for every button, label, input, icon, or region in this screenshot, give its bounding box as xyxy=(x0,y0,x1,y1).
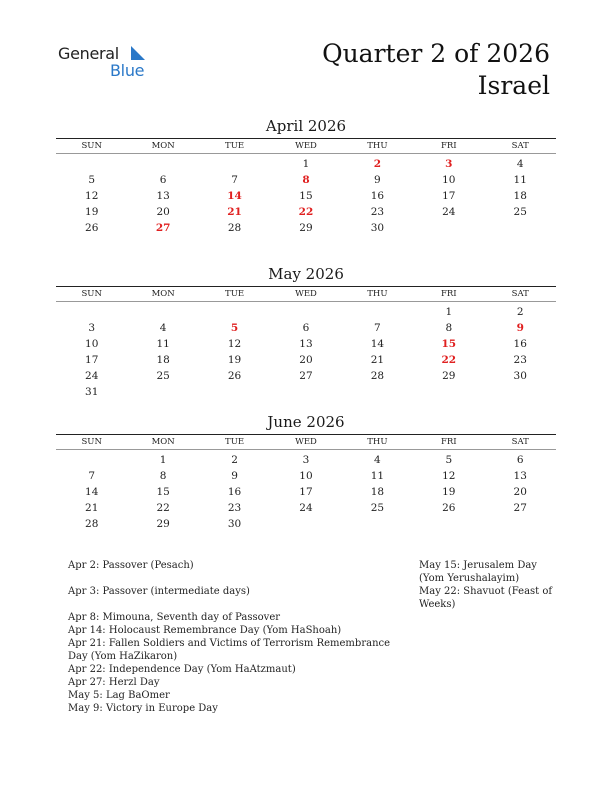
day-cell: 17 xyxy=(85,354,99,366)
day-cell: 28 xyxy=(85,518,99,530)
day-cell: 23 xyxy=(513,354,527,366)
day-cell: 2 xyxy=(231,454,238,466)
weekday-label: FRI xyxy=(440,289,457,299)
holiday-day-cell: 21 xyxy=(227,206,242,218)
weekday-label: MON xyxy=(151,289,175,299)
day-cell: 6 xyxy=(516,454,524,466)
day-grid xyxy=(56,156,556,236)
logo-triangle-icon xyxy=(123,46,145,60)
day-cell: 18 xyxy=(370,486,385,498)
month-title: May 2026 xyxy=(268,265,344,283)
day-cell: 14 xyxy=(370,338,385,350)
weekday-header xyxy=(56,286,556,302)
day-cell: 23 xyxy=(227,502,242,514)
holiday-day-cell: 5 xyxy=(230,322,239,334)
day-cell: 13 xyxy=(156,190,170,202)
weekday-label: SAT xyxy=(511,437,529,447)
month-title: June 2026 xyxy=(267,413,345,431)
logo-blue-text: Blue xyxy=(110,61,145,80)
weekday-label: TUE xyxy=(225,437,245,447)
day-cell: 9 xyxy=(374,174,381,186)
holiday-day-cell: 14 xyxy=(227,190,242,202)
day-cell: 31 xyxy=(85,386,99,398)
weekday-label: TUE xyxy=(225,141,245,151)
holiday-day-cell: 2 xyxy=(373,158,382,170)
holiday-note: May 5: Lag BaOmer xyxy=(68,690,170,701)
day-cell: 28 xyxy=(370,370,385,382)
day-cell: 16 xyxy=(513,338,527,350)
empty-cell xyxy=(342,304,413,320)
holiday-note: May 9: Victory in Europe Day xyxy=(68,703,218,714)
day-cell: 12 xyxy=(85,190,99,202)
empty-cell xyxy=(199,304,270,320)
weekday-label: WED xyxy=(295,289,317,299)
holiday-day-cell: 22 xyxy=(298,206,314,218)
day-cell: 18 xyxy=(513,190,527,202)
day-cell: 11 xyxy=(370,470,385,482)
day-cell: 7 xyxy=(231,174,238,186)
day-cell: 27 xyxy=(299,370,313,382)
day-cell: 11 xyxy=(156,338,170,350)
day-cell: 22 xyxy=(156,502,170,514)
day-cell: 7 xyxy=(88,470,96,482)
calendar-may xyxy=(56,264,556,400)
empty-cell xyxy=(56,156,127,172)
weekday-header xyxy=(56,138,556,154)
day-cell: 10 xyxy=(442,174,456,186)
weekday-label: WED xyxy=(295,437,317,447)
day-cell: 11 xyxy=(513,174,527,186)
day-cell: 1 xyxy=(445,306,453,318)
day-cell: 1 xyxy=(302,158,310,170)
holiday-note: Apr 14: Holocaust Remembrance Day (Yom HaShoah) xyxy=(68,625,342,636)
holiday-note: Apr 3: Passover (intermediate days) xyxy=(68,586,250,597)
day-cell: 26 xyxy=(442,502,456,514)
day-grid xyxy=(56,304,556,400)
day-cell: 25 xyxy=(370,502,385,514)
holiday-day-cell: 3 xyxy=(445,158,453,170)
holiday-day-cell: 9 xyxy=(516,322,524,334)
day-cell: 30 xyxy=(227,518,242,530)
holiday-note: Apr 27: Herzl Day xyxy=(68,677,160,688)
weekday-label: MON xyxy=(151,141,175,151)
empty-cell xyxy=(127,156,198,172)
weekday-label: WED xyxy=(295,141,317,151)
day-cell: 4 xyxy=(159,322,167,334)
day-cell: 8 xyxy=(445,322,453,334)
day-cell: 10 xyxy=(299,470,313,482)
holiday-note: May 22: Shavuot (Feast of Weeks) xyxy=(419,586,553,610)
day-cell: 5 xyxy=(445,454,453,466)
empty-cell xyxy=(127,304,198,320)
holiday-day-cell: 8 xyxy=(302,174,310,186)
day-cell: 29 xyxy=(156,518,170,530)
day-cell: 28 xyxy=(227,222,242,234)
day-cell: 26 xyxy=(227,370,242,382)
day-cell: 4 xyxy=(516,158,524,170)
day-cell: 13 xyxy=(513,470,527,482)
day-cell: 19 xyxy=(85,206,99,218)
holiday-day-cell: 15 xyxy=(441,338,457,350)
calendar-june xyxy=(56,412,556,532)
weekday-label: SAT xyxy=(511,289,529,299)
day-cell: 8 xyxy=(159,470,167,482)
holiday-note: Apr 22: Independence Day (Yom HaAtzmaut) xyxy=(68,664,296,675)
weekday-label: THU xyxy=(367,141,388,151)
day-cell: 19 xyxy=(227,354,242,366)
day-cell: 25 xyxy=(513,206,527,218)
day-cell: 3 xyxy=(302,454,310,466)
weekday-label: THU xyxy=(367,289,388,299)
day-cell: 1 xyxy=(159,454,167,466)
day-cell: 3 xyxy=(88,322,96,334)
day-cell: 16 xyxy=(227,486,242,498)
day-cell: 19 xyxy=(442,486,456,498)
day-cell: 15 xyxy=(299,190,313,202)
holiday-note: Apr 2: Passover (Pesach) xyxy=(68,560,194,571)
day-cell: 26 xyxy=(85,222,99,234)
holiday-note: Apr 21: Fallen Soldiers and Victims of Terrorism Remembrance Day (Yom HaZikaron) xyxy=(68,638,391,662)
day-cell: 14 xyxy=(85,486,99,498)
day-cell: 30 xyxy=(513,370,527,382)
day-cell: 23 xyxy=(370,206,385,218)
day-cell: 4 xyxy=(374,454,381,466)
day-cell: 21 xyxy=(85,502,99,514)
day-cell: 2 xyxy=(516,306,524,318)
holiday-note: May 15: Jerusalem Day (Yom Yerushalayim) xyxy=(419,560,537,584)
day-cell: 17 xyxy=(442,190,456,202)
day-cell: 29 xyxy=(299,222,313,234)
day-cell: 27 xyxy=(513,502,527,514)
title-quarter: Quarter 2 of 2026 xyxy=(322,39,550,68)
day-cell: 12 xyxy=(442,470,456,482)
day-cell: 20 xyxy=(513,486,527,498)
day-cell: 30 xyxy=(370,222,385,234)
day-cell: 29 xyxy=(442,370,456,382)
weekday-label: THU xyxy=(367,437,388,447)
day-cell: 25 xyxy=(156,370,170,382)
title-country: Israel xyxy=(477,71,550,100)
weekday-label: TUE xyxy=(225,289,245,299)
day-cell: 17 xyxy=(299,486,313,498)
day-cell: 24 xyxy=(299,502,313,514)
day-cell: 6 xyxy=(159,174,167,186)
day-cell: 10 xyxy=(85,338,99,350)
holiday-notes-left xyxy=(68,559,398,715)
weekday-label: MON xyxy=(151,437,175,447)
weekday-label: FRI xyxy=(440,437,457,447)
empty-cell xyxy=(270,304,341,320)
note-spacer xyxy=(68,572,398,585)
holiday-day-cell: 22 xyxy=(441,354,457,366)
day-cell: 5 xyxy=(88,174,96,186)
empty-cell xyxy=(56,452,127,468)
day-cell: 6 xyxy=(302,322,310,334)
day-cell: 24 xyxy=(85,370,99,382)
day-cell: 16 xyxy=(370,190,385,202)
day-cell: 20 xyxy=(299,354,313,366)
day-cell: 9 xyxy=(231,470,238,482)
day-cell: 13 xyxy=(299,338,313,350)
holiday-note: Apr 8: Mimouna, Seventh day of Passover xyxy=(68,612,281,623)
day-cell: 18 xyxy=(156,354,170,366)
weekday-label: FRI xyxy=(440,141,457,151)
day-cell: 24 xyxy=(442,206,456,218)
weekday-header xyxy=(56,434,556,450)
day-cell: 15 xyxy=(156,486,170,498)
logo-general-text: General xyxy=(58,44,119,63)
day-grid xyxy=(56,452,556,532)
calendar-april xyxy=(56,116,556,236)
note-spacer xyxy=(68,598,398,611)
day-cell: 21 xyxy=(370,354,385,366)
generalblue-logo xyxy=(58,44,158,84)
empty-cell xyxy=(199,156,270,172)
day-cell: 7 xyxy=(374,322,381,334)
page-title xyxy=(322,38,550,102)
holiday-notes-right xyxy=(419,559,559,611)
day-cell: 20 xyxy=(156,206,170,218)
weekday-label: SUN xyxy=(81,141,102,151)
day-cell: 12 xyxy=(227,338,242,350)
weekday-label: SUN xyxy=(81,437,102,447)
month-title: April 2026 xyxy=(265,117,347,135)
weekday-label: SAT xyxy=(511,141,529,151)
weekday-label: SUN xyxy=(81,289,102,299)
empty-cell xyxy=(56,304,127,320)
holiday-day-cell: 27 xyxy=(155,222,171,234)
